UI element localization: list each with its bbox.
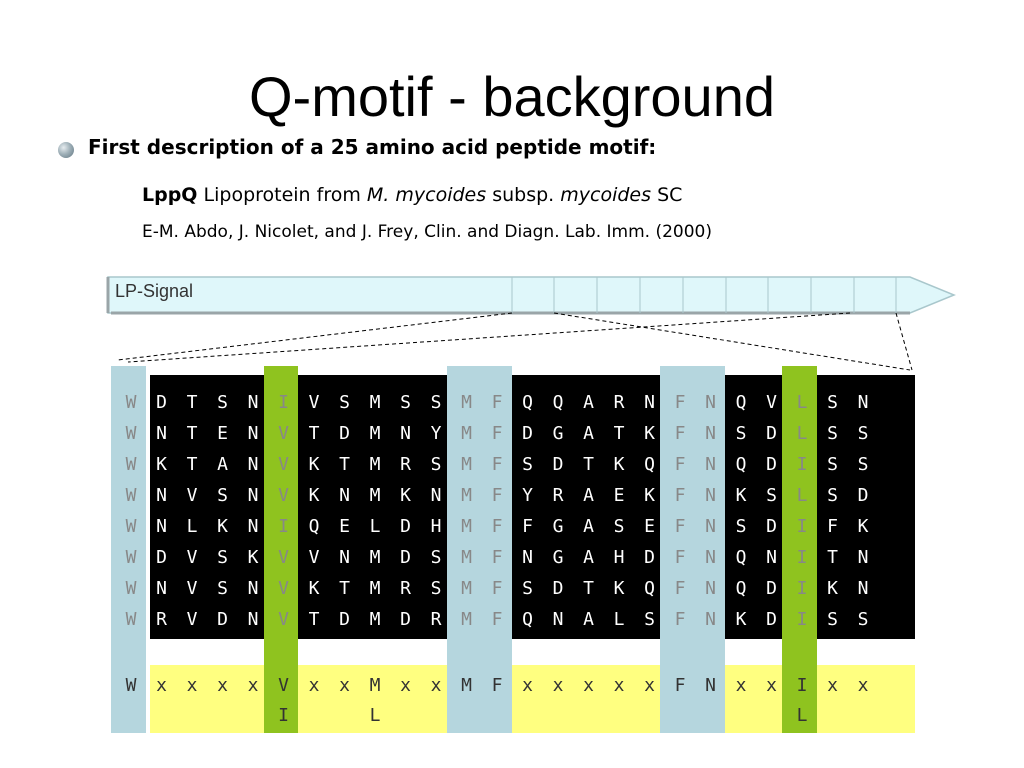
residue: K	[735, 609, 747, 630]
residue: V	[278, 485, 289, 506]
residue: A	[583, 392, 594, 413]
residue: F	[491, 609, 503, 630]
residue: Q	[522, 609, 533, 630]
residue: V	[278, 578, 289, 599]
residue: V	[186, 609, 198, 630]
residue: x	[308, 675, 320, 696]
residue: V	[278, 547, 289, 568]
residue: W	[125, 578, 137, 599]
residue: S	[735, 516, 747, 537]
residue: F	[491, 423, 503, 444]
residue: x	[156, 675, 167, 696]
residue: x	[217, 675, 228, 696]
residue: D	[857, 485, 869, 506]
residue: G	[552, 423, 564, 444]
residue: x	[522, 675, 533, 696]
residue: V	[278, 675, 289, 696]
residue: A	[583, 609, 594, 630]
residue: N	[400, 423, 411, 444]
residue: M	[369, 675, 381, 696]
residue: A	[583, 516, 594, 537]
residue: F	[674, 609, 686, 630]
residue: S	[827, 485, 838, 506]
residue: N	[156, 516, 167, 537]
residue: S	[613, 516, 625, 537]
residue: M	[461, 392, 472, 413]
strain-suffix: SC	[657, 184, 683, 206]
residue: x	[400, 675, 411, 696]
residue: K	[613, 578, 625, 599]
residue: x	[339, 675, 350, 696]
residue: S	[857, 454, 869, 475]
residue: x	[644, 675, 655, 696]
residue: I	[796, 454, 808, 475]
residue: H	[430, 516, 442, 537]
residue: Q	[308, 516, 320, 537]
residue: S	[827, 392, 838, 413]
residue: x	[613, 675, 625, 696]
residue: T	[339, 578, 350, 599]
residue: D	[766, 516, 777, 537]
residue: M	[369, 454, 381, 475]
residue: x	[552, 675, 564, 696]
residue: R	[400, 454, 411, 475]
residue: K	[308, 485, 320, 506]
residue: F	[522, 516, 533, 537]
residue: K	[613, 454, 625, 475]
residue: x	[186, 675, 198, 696]
residue: R	[552, 485, 564, 506]
residue: R	[156, 609, 167, 630]
residue: N	[339, 547, 350, 568]
residue: N	[705, 578, 716, 599]
residue: I	[796, 609, 808, 630]
residue: F	[827, 516, 838, 537]
residue: M	[369, 547, 381, 568]
residue: F	[674, 485, 686, 506]
residue: D	[766, 454, 777, 475]
residue: N	[247, 423, 259, 444]
residue: F	[491, 454, 503, 475]
residue: M	[461, 675, 472, 696]
residue: S	[400, 392, 411, 413]
residue: N	[857, 392, 869, 413]
residue: S	[735, 423, 747, 444]
residue: N	[247, 516, 259, 537]
residue: M	[369, 423, 381, 444]
species-name: M. mycoides	[366, 184, 487, 206]
residue: T	[186, 423, 198, 444]
residue: R	[613, 392, 625, 413]
residue: N	[247, 454, 259, 475]
residue: N	[857, 547, 869, 568]
residue: D	[156, 547, 167, 568]
slide-title: Q-motif - background	[249, 65, 775, 128]
residue: Q	[735, 454, 747, 475]
residue: W	[125, 547, 137, 568]
residue: F	[491, 675, 503, 696]
residue: Q	[522, 392, 533, 413]
residue: S	[217, 547, 228, 568]
residue: D	[766, 578, 777, 599]
residue: x	[766, 675, 777, 696]
residue: W	[125, 392, 137, 413]
residue: K	[217, 516, 228, 537]
residue: T	[308, 423, 320, 444]
residue: Q	[644, 454, 655, 475]
residue: N	[705, 609, 716, 630]
residue: R	[400, 578, 411, 599]
residue: A	[583, 423, 594, 444]
residue: A	[583, 547, 594, 568]
residue: F	[674, 675, 686, 696]
residue: W	[125, 485, 137, 506]
residue: E	[644, 516, 655, 537]
residue: Q	[735, 547, 747, 568]
residue: Q	[552, 392, 564, 413]
residue: F	[674, 516, 686, 537]
residue: N	[247, 392, 259, 413]
residue: N	[430, 485, 442, 506]
residue: D	[766, 609, 777, 630]
residue: K	[857, 516, 869, 537]
residue: M	[461, 547, 472, 568]
residue: N	[705, 423, 716, 444]
residue: Q	[735, 392, 747, 413]
residue: D	[552, 578, 564, 599]
residue: R	[430, 609, 442, 630]
residue: S	[217, 392, 228, 413]
residue: T	[583, 578, 594, 599]
residue: G	[552, 547, 564, 568]
residue: L	[796, 705, 808, 726]
residue: I	[278, 705, 289, 726]
residue: D	[400, 516, 411, 537]
residue: M	[369, 485, 381, 506]
residue: F	[674, 392, 686, 413]
residue: V	[186, 547, 198, 568]
residue: T	[339, 454, 350, 475]
subsp-label: subsp.	[492, 184, 555, 206]
residue: L	[186, 516, 198, 537]
residue: x	[827, 675, 838, 696]
residue: T	[583, 454, 594, 475]
bullet-text: First description of a 25 amino acid peptide motif:	[88, 135, 657, 159]
residue: S	[522, 454, 533, 475]
residue: L	[796, 423, 808, 444]
residue: F	[491, 485, 503, 506]
protein-name: LppQ	[142, 184, 198, 206]
residue: Q	[644, 578, 655, 599]
residue: F	[491, 516, 503, 537]
residue: x	[735, 675, 747, 696]
residue: T	[186, 454, 198, 475]
residue: D	[156, 392, 167, 413]
residue: S	[766, 485, 777, 506]
residue: F	[674, 454, 686, 475]
lipoprotein-arrow	[108, 277, 954, 313]
lp-signal-label: LP-Signal	[115, 281, 194, 301]
residue: L	[369, 705, 381, 726]
residue: L	[369, 516, 381, 537]
residue: T	[308, 609, 320, 630]
residue: E	[613, 485, 625, 506]
residue: K	[156, 454, 167, 475]
residue: S	[857, 609, 869, 630]
residue: V	[308, 547, 320, 568]
residue: F	[491, 578, 503, 599]
residue: M	[461, 578, 472, 599]
residue: A	[217, 454, 228, 475]
residue: N	[247, 578, 259, 599]
residue: Y	[430, 423, 442, 444]
residue: M	[461, 485, 472, 506]
residue: M	[461, 454, 472, 475]
residue: V	[308, 392, 320, 413]
residue: N	[522, 547, 533, 568]
residue: I	[796, 547, 808, 568]
residue: N	[705, 675, 716, 696]
residue: T	[186, 392, 198, 413]
residue: H	[613, 547, 625, 568]
residue: N	[156, 485, 167, 506]
residue: W	[125, 675, 137, 696]
residue: W	[125, 609, 137, 630]
subspecies-name: mycoides	[560, 184, 652, 206]
residue: S	[522, 578, 533, 599]
residue: D	[644, 547, 655, 568]
residue: N	[705, 392, 716, 413]
residue: F	[674, 547, 686, 568]
residue: K	[247, 547, 259, 568]
residue: S	[217, 578, 228, 599]
residue: V	[766, 392, 777, 413]
residue: F	[491, 392, 503, 413]
residue: Y	[522, 485, 533, 506]
residue: V	[278, 423, 289, 444]
residue: M	[461, 423, 472, 444]
residue: T	[613, 423, 625, 444]
citation: E-M. Abdo, J. Nicolet, and J. Frey, Clin. and Diagn. Lab. Imm. (2000)	[142, 222, 712, 242]
residue: I	[796, 675, 808, 696]
residue: D	[217, 609, 228, 630]
residue: I	[796, 578, 808, 599]
residue: K	[308, 578, 320, 599]
residue: T	[827, 547, 838, 568]
residue: F	[674, 423, 686, 444]
residue: S	[430, 454, 442, 475]
dashed-connectors	[118, 313, 912, 370]
residue: F	[491, 547, 503, 568]
residue: S	[644, 609, 655, 630]
residue: W	[125, 454, 137, 475]
residue: N	[156, 578, 167, 599]
residue: S	[430, 547, 442, 568]
residue: K	[308, 454, 320, 475]
residue: W	[125, 516, 137, 537]
residue: M	[461, 516, 472, 537]
residue: N	[339, 485, 350, 506]
residue: N	[552, 609, 564, 630]
residue: V	[186, 578, 198, 599]
residue: K	[735, 485, 747, 506]
residue: D	[400, 547, 411, 568]
residue: I	[278, 392, 289, 413]
residue: K	[400, 485, 411, 506]
residue: x	[430, 675, 442, 696]
residue: D	[400, 609, 411, 630]
residue: F	[674, 578, 686, 599]
residue: S	[339, 392, 350, 413]
protein-desc: Lipoprotein from	[203, 184, 361, 206]
residue: D	[552, 454, 564, 475]
residue: D	[339, 609, 350, 630]
residue: K	[827, 578, 838, 599]
residue: S	[217, 485, 228, 506]
residue: E	[339, 516, 350, 537]
residue: N	[644, 392, 655, 413]
residue: E	[217, 423, 228, 444]
residue: L	[613, 609, 625, 630]
residue: K	[644, 423, 655, 444]
residue: S	[827, 454, 838, 475]
residue: S	[430, 578, 442, 599]
residue: L	[796, 485, 808, 506]
residue: N	[247, 485, 259, 506]
residue: N	[857, 578, 869, 599]
residue: G	[552, 516, 564, 537]
residue: M	[369, 578, 381, 599]
residue: N	[705, 454, 716, 475]
residue: A	[583, 485, 594, 506]
residue: V	[278, 609, 289, 630]
residue: N	[705, 516, 716, 537]
residue: N	[705, 485, 716, 506]
residue: S	[857, 423, 869, 444]
residue: N	[247, 609, 259, 630]
residue: V	[278, 454, 289, 475]
residue: N	[156, 423, 167, 444]
residue: S	[430, 392, 442, 413]
residue: V	[186, 485, 198, 506]
residue: N	[705, 547, 716, 568]
residue: I	[796, 516, 808, 537]
residue: D	[766, 423, 777, 444]
residue: L	[796, 392, 808, 413]
residue: x	[583, 675, 594, 696]
residue: x	[247, 675, 259, 696]
residue: D	[522, 423, 533, 444]
residue: W	[125, 423, 137, 444]
residue: M	[369, 392, 381, 413]
residue: Q	[735, 578, 747, 599]
residue: D	[339, 423, 350, 444]
residue: N	[766, 547, 777, 568]
residue: S	[827, 609, 838, 630]
residue: S	[827, 423, 838, 444]
residue: K	[644, 485, 655, 506]
residue: I	[278, 516, 289, 537]
residue: M	[461, 609, 472, 630]
residue: M	[369, 609, 381, 630]
residue: x	[857, 675, 869, 696]
